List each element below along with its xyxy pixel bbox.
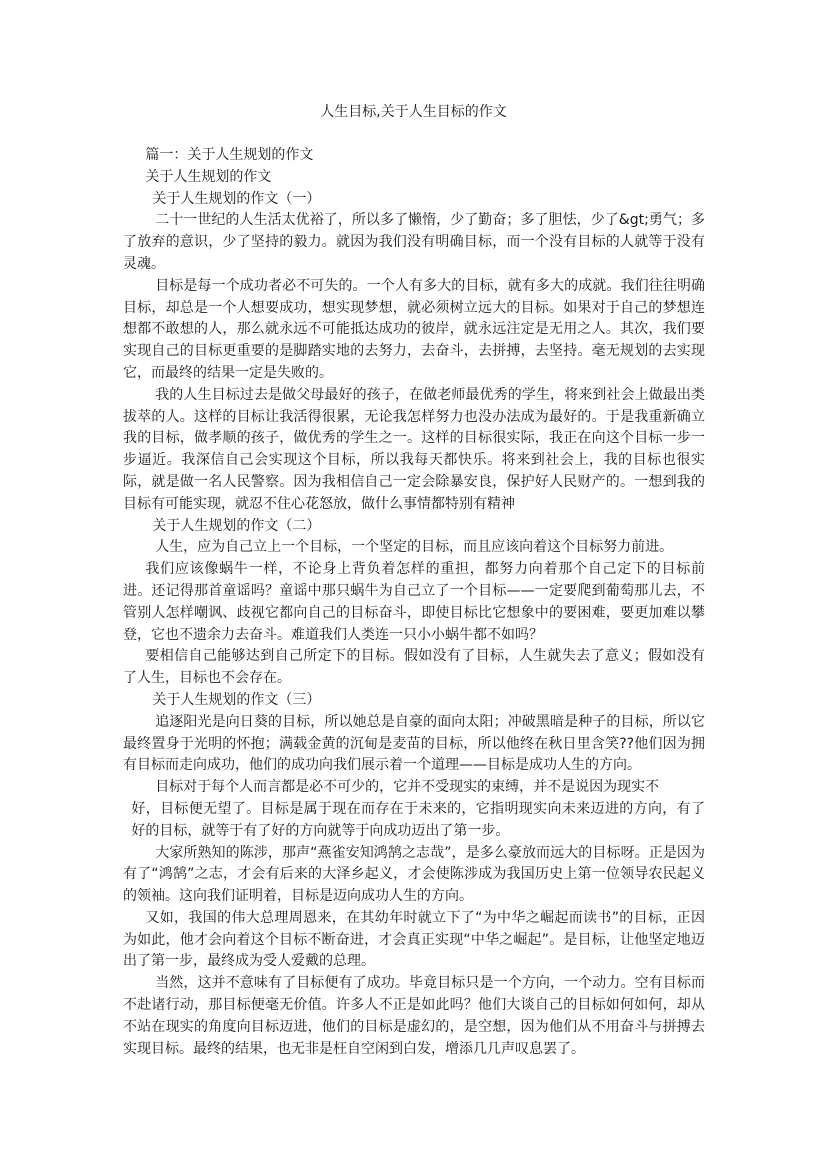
paragraph: 当然，这并不意味有了目标便有了成功。毕竟目标只是一个方向，一个动力。空有目标而不赴诸行动，那目标便毫无价值。许多人不正是如此吗？他们大谈自己的目标如何如何，却从不站在现实的角度向目标迈进，他们的目标是虚幻的，是空想，因为他们从不用奋斗与拼搏去实现目标。最终的结果，也无非是枉自空闲到白发，增添几几声叹息罢了。	[123, 975, 705, 1057]
section-heading: 篇一：关于人生规划的作文	[145, 147, 314, 163]
sub-heading: 关于人生规划的作文	[145, 168, 272, 185]
part-heading-3: 关于人生规划的作文（三）	[152, 691, 321, 708]
paragraph: 要相信自己能够达到自己所定下的目标。假如没有了目标，人生就失去了意义；假如没有了人生，目标也不会存在。	[123, 648, 705, 687]
part-heading-2: 关于人生规划的作文（二）	[152, 517, 321, 534]
paragraph: 我的人生目标过去是做父母最好的孩子，在做老师最优秀的学生，将来到社会上做最出类拔萃的人。这样的目标让我活得很累，无论我怎样努力也没办法成为最好的。于是我重新确立我的目标，做孝顺的孩子，做优秀的学生之一。这样的目标很实际，我正在向这个目标一步一步逼近。我深信自己会实现这个目标，所以我每天都快乐。将来到社会上，我的目标也很实际，就是做一名人民警察。因为我相信自己一定会除暴安良，保护好人民财产的。一想到我的目标有可能实现，就忍不住心花怒放，做什么事情都特别有精神	[123, 386, 705, 512]
paragraph: 人生，应为自己立上一个目标，一个坚定的目标，而且应该向着这个目标努力前进。	[155, 539, 674, 556]
paragraph: 目标对于每个人而言都是必不可少的，它并不受现实的束缚，并不是说因为现实不	[155, 779, 660, 796]
document-body	[123, 145, 705, 1060]
paragraph: 我们应该像蜗牛一样，不论身上背负着怎样的重担，都努力向着那个自己定下的目标前进。还记得那首童谣吗？童谣中那只蜗牛为自己立了一个目标——一定要爬到葡萄那儿去，不管别人怎样嘲讽、歧视它都向自己的目标奋斗，即使目标比它想象中的要困难，要更加难以攀登，它也不遗余力去奋斗。难道我们人类连一只小小蜗牛都不如吗？	[123, 561, 705, 643]
paragraph: 大家所熟知的陈涉，那声“燕雀安知鸿鹄之志哉”，是多么豪放而远大的目标呀。正是因为有了“鸿鹄”之志，才会有后来的大泽乡起义，才会使陈涉成为我国历史上第一位领导农民起义的领袖。这向我们证明着，目标是迈向成功人生的方向。	[123, 844, 705, 905]
part-heading-1: 关于人生规划的作文（一）	[152, 190, 321, 207]
paragraph: 好，目标便无望了。目标是属于现在而存在于未来的，它指明现实向未来迈进的方向，有了好的目标，就等于有了好的方向就等于向成功迈出了第一步。	[131, 800, 705, 839]
paragraph: 目标是每一个成功者必不可失的。一个人有多大的目标，就有多大的成就。我们往往明确目标，却总是一个人想要成功，想实现梦想，就必须树立远大的目标。如果对于自己的梦想连想都不敢想的人，那么就永远不可能抵达成功的彼岸，就永远注定是无用之人。其次，我们要实现自己的目标更重要的是脚踏实地的去努力，去奋斗，去拼搏，去坚持。毫无规划的去实现它，而最终的结果一定是失败的。	[123, 277, 705, 381]
paragraph: 追逐阳光是向日葵的目标，所以她总是自豪的面向太阳；冲破黑暗是种子的目标，所以它最终置身于光明的怀抱；满载金黄的沉甸是麦苗的目标，所以他终在秋日里含笑??他们因为拥有目标而走向成功，他们的成功向我们展示着一个道理——目标是成功人生的方向。	[123, 713, 705, 774]
document-title: 人生目标,关于人生目标的作文	[320, 104, 507, 120]
paragraph: 又如，我国的伟大总理周恩来，在其幼年时就立下了“为中华之崛起而读书”的目标，正因为如此，他才会向着这个目标不断奋进，才会真正实现“中华之崛起”。是目标，让他坚定地迈出了第一步，最终成为受人爱戴的总理。	[123, 909, 705, 970]
paragraph: 二十一世纪的人生活太优裕了，所以多了懒惰，少了勤奋；多了胆怯，少了&gt;勇气；多了放弃的意识，少了坚持的毅力。就因为我们没有明确目标，而一个没有目标的人就等于没有灵魂。	[123, 212, 705, 272]
